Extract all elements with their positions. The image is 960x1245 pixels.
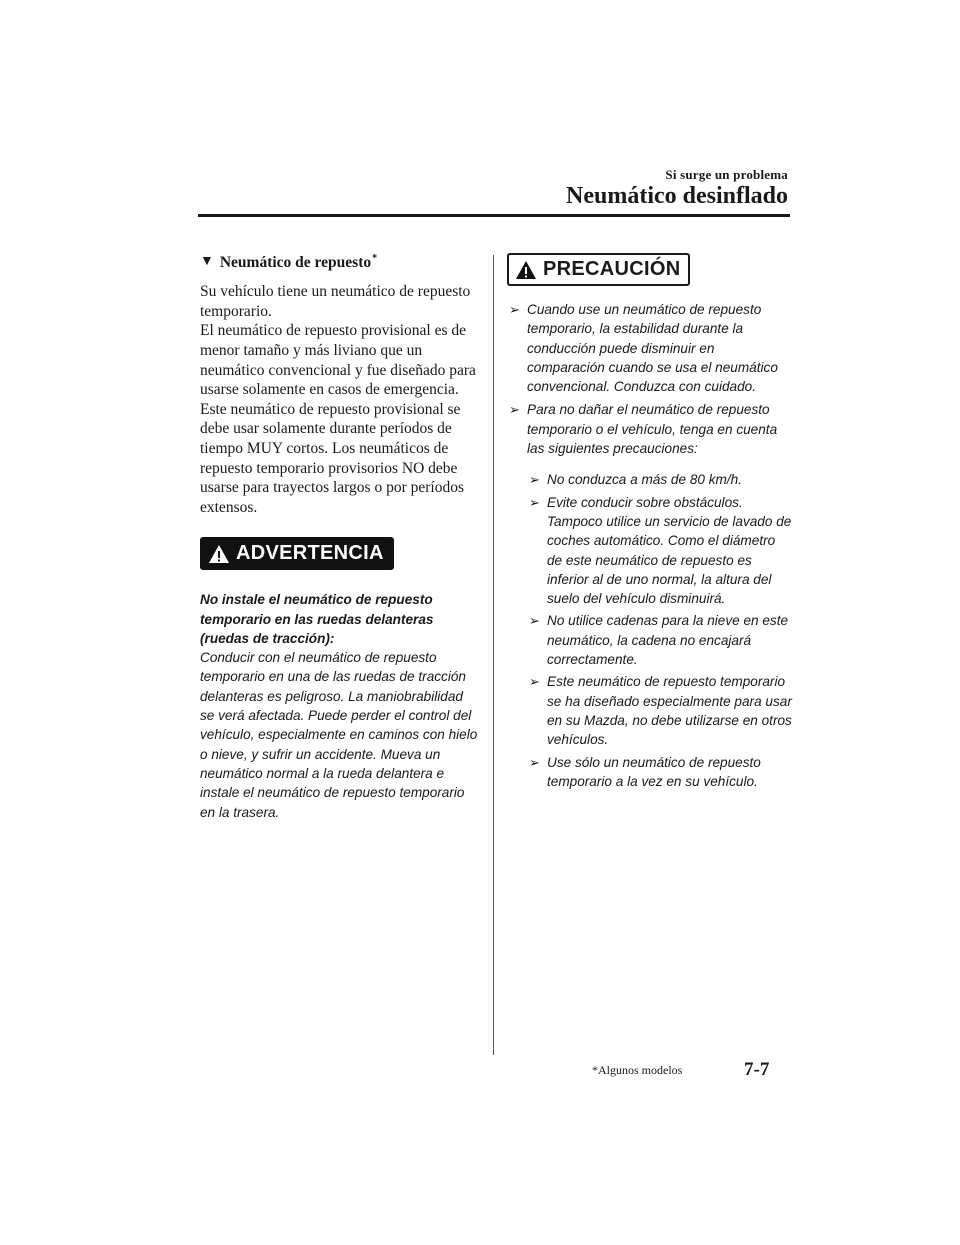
chapter-name: Si surge un problema: [665, 167, 788, 182]
header-rule: [198, 214, 790, 217]
list-item: ➢ No conduzca a más de 80 km/h.: [527, 470, 792, 489]
triangle-down-icon: ▼: [200, 254, 214, 269]
optional-mark: *: [372, 253, 378, 264]
arrow-bullet-icon: ➢: [509, 402, 520, 418]
arrow-bullet-icon: ➢: [529, 613, 540, 629]
caution-label: PRECAUCIÓN: [543, 258, 681, 280]
warning-content: [200, 590, 480, 822]
warning-text: Conducir con el neumático de repuesto temporario en una de las ruedas de tracción delanteras es peligroso. La maniobrabilidad se verá afectada. Puede perder el control del vehículo, especialmente en caminos con hielo o nieve, y sufrir un accidente. Mueva un neumático normal a la rueda delantera e instale el neumático de repuesto temporario en la trasera.: [200, 650, 478, 820]
arrow-bullet-icon: ➢: [529, 674, 540, 690]
subsection-heading: [200, 253, 480, 272]
intro-paragraph: Su vehículo tiene un neumático de repuesto temporario.: [200, 283, 471, 320]
list-item: ➢ Use sólo un neumático de repuesto temporario a la vez en su vehículo.: [529, 754, 761, 789]
arrow-bullet-icon: ➢: [529, 472, 540, 488]
list-item: ➢ Este neumático de repuesto temporario se ha diseñado especialmente para usar en su Mazda, no debe utilizarse en otros vehículos.: [529, 674, 792, 748]
list-item: ➢ No utilice cadenas para la nieve en este neumático, la cadena no encajará correctamente.: [529, 613, 789, 668]
list-item: ➢ Evite conducir sobre obstáculos. Tampoco utilice un servicio de lavado de coches automático. Como el diámetro de este neumático de repuesto es inferior al de uno normal, la altura del suelo del vehículo disminuirá.: [529, 494, 792, 607]
warning-lead: No instale el neumático de repuesto temporario en las ruedas delanteras (ruedas de tracción):: [200, 592, 434, 646]
subsection-heading-text: Neumático de repuesto: [219, 254, 372, 272]
description-paragraph: El neumático de repuesto provisional es de menor tamaño y más liviano que un neumático convencional y fue diseñado para usarse solamente en casos de emergencia. Este neumático de repuesto provisional se debe usar solamente durante períodos de tiempo MUY cortos. Los neumáticos de repuesto temporario provisorios NO debe usarse para trayectos largos o por períodos extensos.: [200, 322, 476, 516]
page-number: 7-7: [744, 1059, 770, 1080]
arrow-bullet-icon: ➢: [529, 494, 540, 510]
right-column: [507, 253, 792, 795]
list-item: ➢ Cuando use un neumático de repuesto temporario, la estabilidad durante la conducción puede disminuir en comparación cuando se usa el neumático convencional. Conduzca con cuidado.: [509, 302, 778, 395]
caution-triangle-icon: [515, 260, 537, 280]
caution-badge: [507, 253, 690, 286]
left-column: [200, 253, 480, 822]
footnote: *Algunos modelos: [592, 1063, 683, 1077]
arrow-bullet-icon: ➢: [529, 754, 540, 770]
precaution-sublist: [527, 470, 792, 791]
column-divider: [493, 255, 494, 1055]
warning-badge: [200, 537, 394, 570]
list-item: ➢ Para no dañar el neumático de repuesto temporario o el vehículo, tenga en cuenta las siguientes precauciones: ➢ No conduzca a más de 80 km/h. ➢ Evite conducir sobre obstáculos. Tampoco utilice un servicio de lavado de coches automático. Como el diámetro de este neumático de repuesto es inferior al de uno normal, la altura del suelo del vehículo disminuirá. ➢ No utilice cadenas para la nieve en este neumático, la cadena no encajará correctamente. ➢ Este neumático de repuesto temporario se ha diseñado especialmente para usar en su Mazda, no debe utilizarse en otros vehículos. ➢ Use sólo un neumático de repuesto temporario a la vez en su vehículo.: [507, 400, 792, 791]
section-title: Neumático desinflado: [566, 183, 788, 209]
warning-triangle-icon: [208, 544, 230, 564]
warning-label: ADVERTENCIA: [236, 542, 384, 565]
arrow-bullet-icon: ➢: [509, 302, 520, 317]
caution-list: [507, 300, 792, 791]
